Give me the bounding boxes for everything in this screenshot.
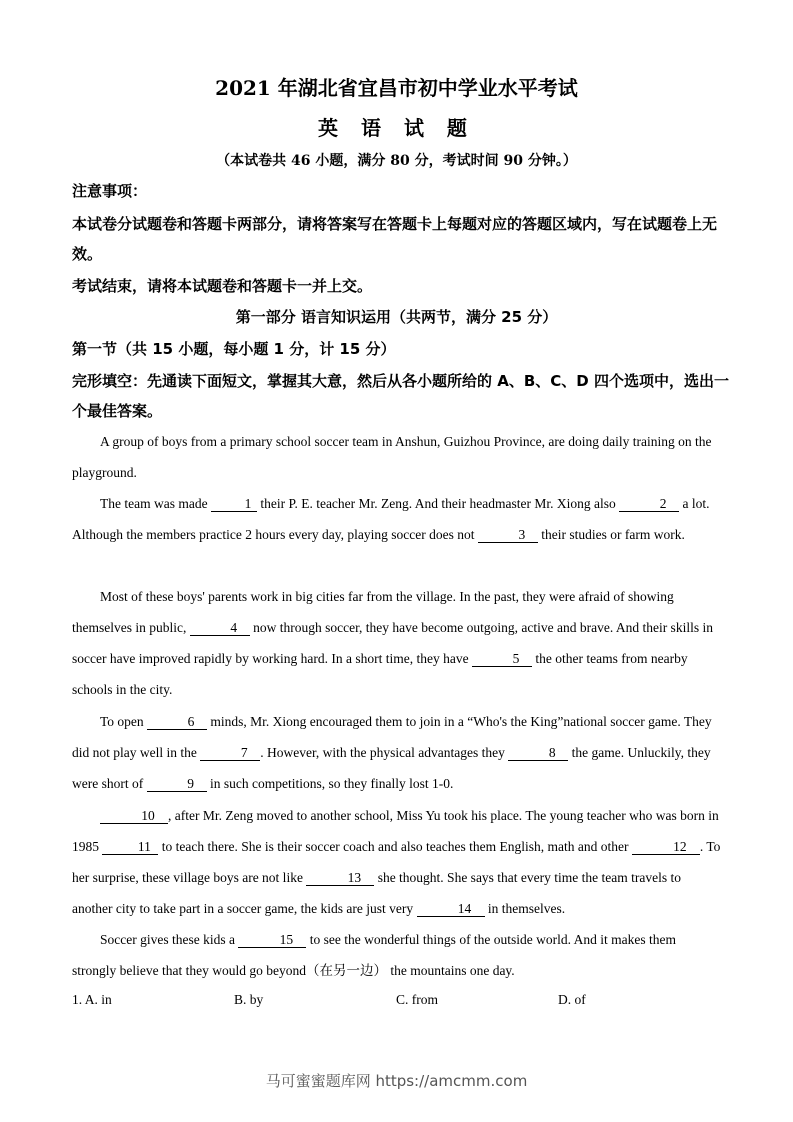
paragraph-text: now through soccer, they have become outgoing, active and brave. And their skills in soccer have improved rapidly by working hard. In a short time, they have [72,620,713,666]
q1-option-d: D. of [558,992,586,1007]
paragraph-text: the game. Unluckily, they were short of [72,745,711,791]
paragraph-text: their studies or farm work. [537,527,685,542]
blank-10: 10 [100,808,168,824]
paragraph-text: a lot. Although the members practice 2 hours every day, playing soccer does not [72,496,710,542]
blank-14: 14 [417,901,485,917]
paragraph-text: to see the wonderful things of the outside world. And it makes them strongly believe that they would go beyond（在另一边） the mountains one day. [72,932,677,978]
q1-option-a: 1. A. in [72,992,112,1007]
blank-12: 12 [632,839,700,855]
paragraph-text: their P. E. teacher Mr. Zeng. And their headmaster Mr. Xiong also [256,496,620,511]
paragraph-text: . However, with the physical advantages they [260,745,509,760]
paragraph-text: Most of these boys' parents work in big cities far from the village. In the past, they were afraid of showing themselves in public, [72,589,674,635]
paragraph-text: A group of boys from a primary school soccer team in Anshun, Guizhou Province, are doing daily training on the playground. [72,434,712,480]
blank-6: 6 [147,714,207,730]
notes-heading: 注意事项： [72,182,148,200]
blank-11: 11 [102,839,158,855]
part1-title: 第一部分 语言知识运用（共两节，满分 25 分） [235,308,558,326]
notes-line-1: 本试卷分试题卷和答题卡两部分，请将答案写在答题卡上每题对应的答题区域内，写在试题卷上无效。 [72,215,718,263]
passage-paragraph-3 [72,581,722,705]
passage-paragraph-1 [72,426,722,488]
notes-line-2: 考试结束，请将本试题卷和答题卡一并上交。 [72,277,373,295]
blank-4: 4 [190,620,250,636]
blank-15: 15 [238,932,306,948]
blank-2: 2 [619,496,679,512]
paragraph-text: in themselves. [484,901,566,916]
paragraph-text: minds, Mr. Xiong encouraged them to join in a “Who's the King”national soccer game. They did not play well in the [72,714,712,760]
paragraph-text: The team was made [100,496,211,511]
passage-paragraph-6 [72,924,722,986]
blank-13: 13 [306,870,374,886]
q1-option-c: C. from [396,992,438,1007]
paragraph-text: in such competitions, so they finally lost 1-0. [206,776,454,791]
exam-info: （本试卷共 46 小题，满分 80 分，考试时间 90 分钟。） [216,153,577,169]
paragraph-text: To open [100,714,148,729]
cloze-instructions: 完形填空：先通读下面短文，掌握其大意，然后从各小题所给的 A、B、C、D 四个选项中，选出一个最佳答案。 [72,372,729,420]
blank-1: 1 [211,496,257,512]
paragraph-text: Soccer gives these kids a [100,932,239,947]
paragraph-text: to teach there. She is their soccer coach and also teaches them English, math and other [158,839,632,854]
passage-paragraph-5 [72,800,722,924]
q1-option-b: B. by [234,992,264,1007]
blank-5: 5 [472,651,532,667]
paragraph-text: she thought. She says that every time the team travels to another city to take part in a soccer game, the kids are just very [72,870,681,916]
footer-watermark: 马可蜜蜜题库网 https://amcmm.com [265,1072,528,1090]
paragraph-text: . To her surprise, these village boys are not like [72,839,721,885]
paragraph-text: , after Mr. Zeng moved to another school, Miss Yu took his place. The young teacher who was born in 1985 [72,808,719,854]
blank-7: 7 [200,745,260,761]
blank-8: 8 [508,745,568,761]
passage-paragraph-2 [72,488,722,550]
exam-title: 2021 年湖北省宜昌市初中学业水平考试 [215,76,578,100]
passage-paragraph-4 [72,706,722,799]
blank-9: 9 [147,776,207,792]
section1-title: 第一节（共 15 小题，每小题 1 分，计 15 分） [72,340,396,358]
paragraph-text: the other teams from nearby schools in the city. [72,651,688,697]
subject-title: 英 语 试 题 [318,116,475,140]
blank-3: 3 [478,527,538,543]
